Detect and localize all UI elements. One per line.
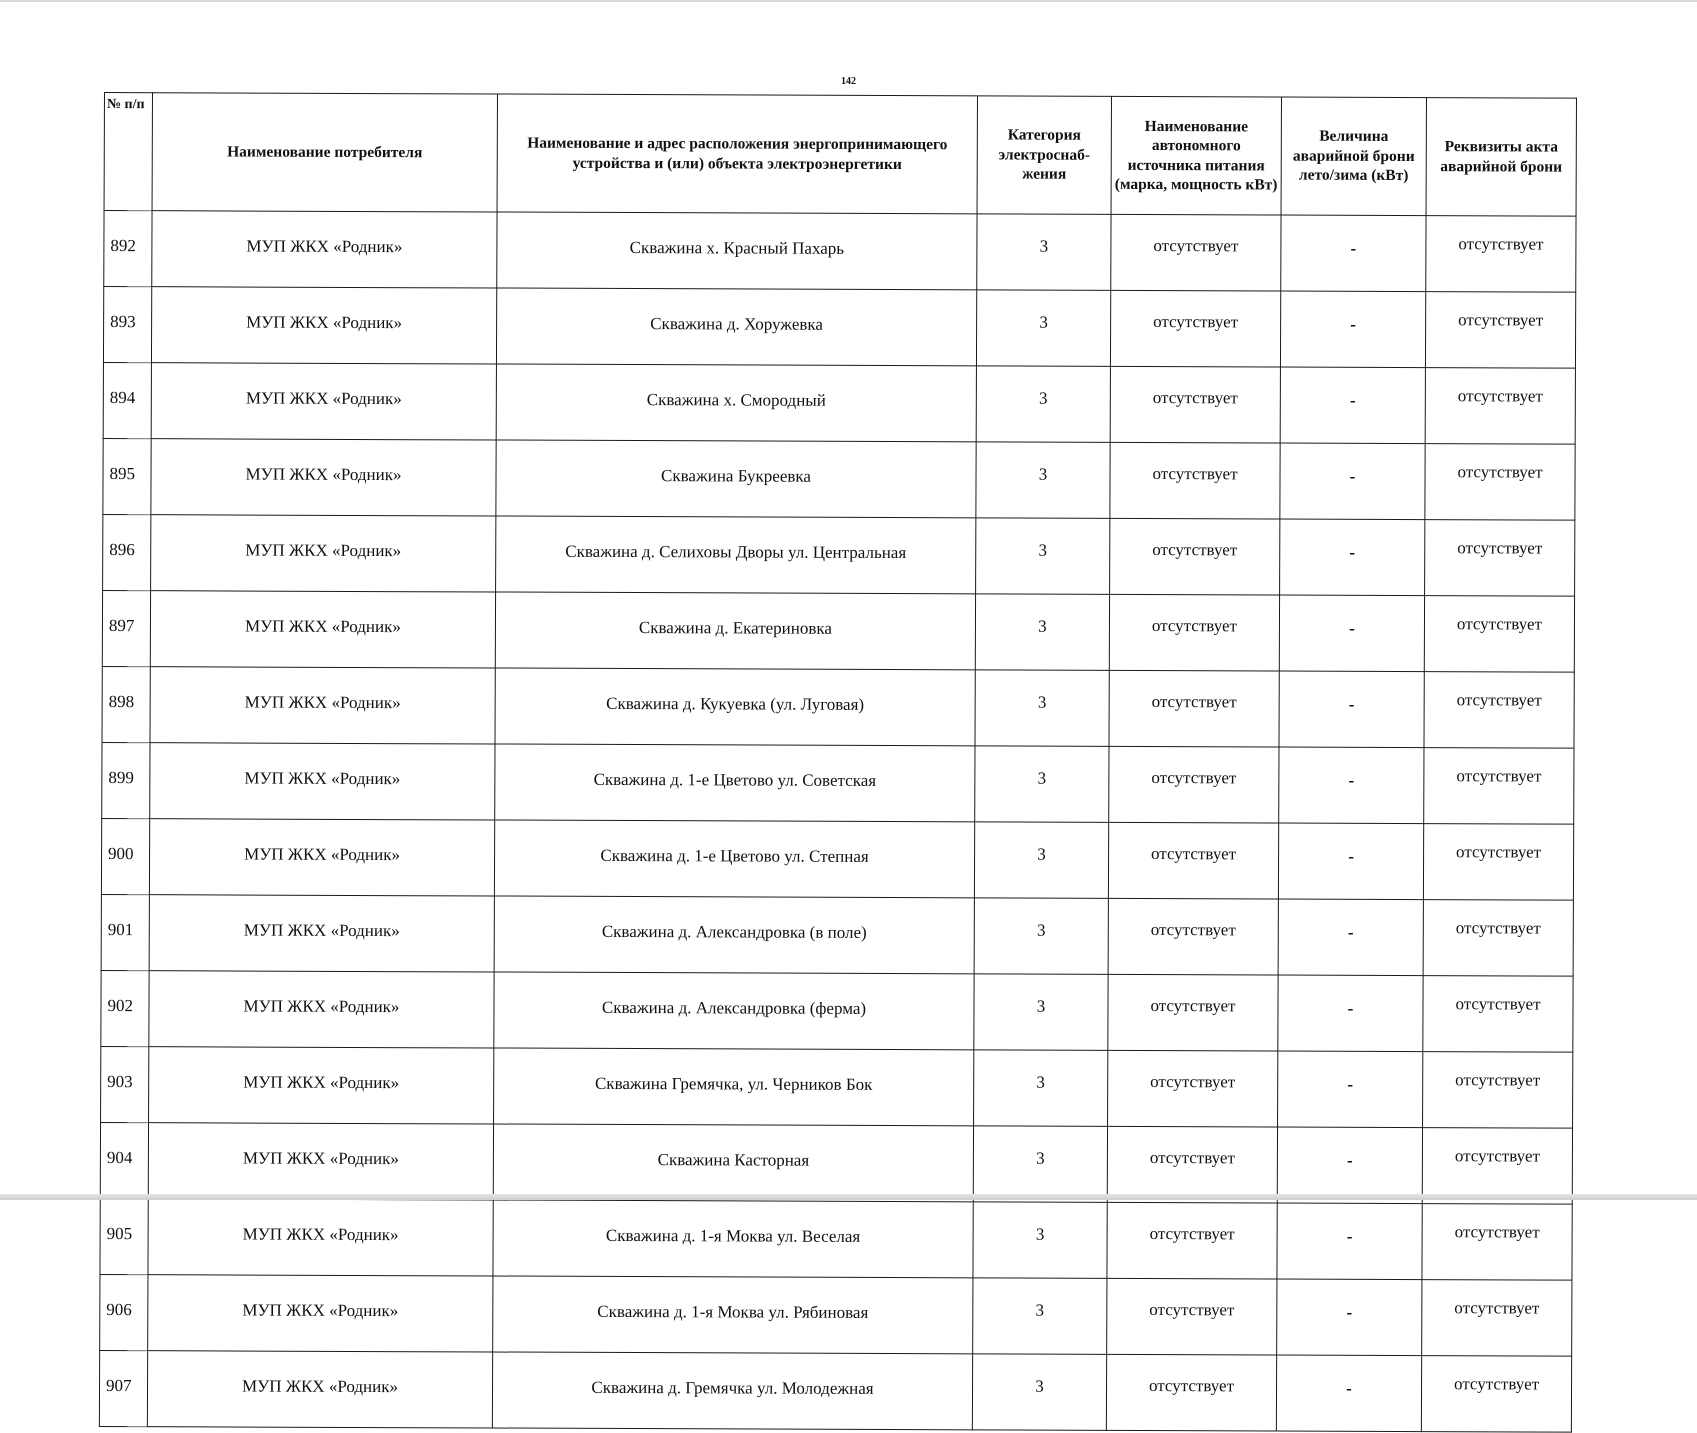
cell-consumer: МУП ЖКХ «Родник» bbox=[151, 439, 496, 516]
cell-consumer: МУП ЖКХ «Родник» bbox=[151, 287, 496, 364]
cell-act: отсутствует bbox=[1423, 824, 1573, 901]
cell-act: отсутствует bbox=[1425, 520, 1575, 597]
cell-category: 3 bbox=[974, 1050, 1108, 1127]
cell-object: Скважина Букреевка bbox=[496, 440, 976, 518]
cell-num: 900 bbox=[101, 818, 149, 894]
cell-source: отсутствует bbox=[1109, 670, 1279, 747]
cell-num: 896 bbox=[103, 514, 151, 590]
cell-num: 892 bbox=[104, 211, 152, 287]
cell-num: 898 bbox=[102, 666, 150, 742]
cell-object: Скважина д. Александровка (ферма) bbox=[494, 972, 974, 1050]
cell-num: 893 bbox=[103, 287, 151, 363]
cell-category: 3 bbox=[972, 1354, 1106, 1431]
cell-category: 3 bbox=[974, 974, 1108, 1051]
cell-amount: - bbox=[1279, 747, 1424, 824]
cell-object: Скважина х. Смородный bbox=[496, 364, 976, 442]
table-row bbox=[102, 590, 1574, 672]
cell-act: отсутствует bbox=[1423, 900, 1573, 977]
page-number: 142 bbox=[841, 76, 856, 87]
cell-consumer: МУП ЖКХ «Родник» bbox=[150, 591, 495, 668]
table-row bbox=[99, 1350, 1571, 1432]
cell-consumer: МУП ЖКХ «Родник» bbox=[149, 971, 494, 1048]
cell-amount: - bbox=[1280, 367, 1425, 444]
cell-act: отсутствует bbox=[1423, 976, 1573, 1053]
cell-source: отсутствует bbox=[1110, 366, 1280, 443]
cell-num: 905 bbox=[100, 1198, 148, 1274]
cell-consumer: МУП ЖКХ «Родник» bbox=[151, 515, 496, 592]
table-row bbox=[103, 438, 1575, 520]
table-row bbox=[101, 818, 1573, 900]
header-amount: Величина аварийной брони лето/зима (кВт) bbox=[1281, 97, 1426, 216]
cell-source: отсутствует bbox=[1110, 518, 1280, 595]
table-row bbox=[100, 1122, 1572, 1204]
cell-act: отсутствует bbox=[1425, 444, 1575, 521]
cell-source: отсутствует bbox=[1108, 974, 1278, 1051]
cell-category: 3 bbox=[974, 822, 1108, 899]
cell-object: Скважина х. Красный Пахарь bbox=[497, 212, 977, 290]
cell-amount: - bbox=[1277, 1203, 1422, 1280]
cell-category: 3 bbox=[973, 1126, 1107, 1203]
cell-category: 3 bbox=[973, 1278, 1107, 1355]
cell-amount: - bbox=[1276, 1355, 1421, 1432]
header-act: Реквизиты акта аварийной брони bbox=[1426, 98, 1576, 217]
cell-object: Скважина Касторная bbox=[493, 1124, 973, 1202]
cell-act: отсутствует bbox=[1424, 672, 1574, 749]
cell-object: Скважина д. Хоружевка bbox=[496, 288, 976, 366]
cell-num: 899 bbox=[102, 742, 150, 818]
cell-category: 3 bbox=[975, 594, 1109, 671]
cell-source: отсутствует bbox=[1108, 822, 1278, 899]
cell-amount: - bbox=[1278, 975, 1423, 1052]
cell-act: отсутствует bbox=[1425, 368, 1575, 445]
table-row bbox=[102, 666, 1574, 748]
cell-consumer: МУП ЖКХ «Родник» bbox=[150, 743, 495, 820]
cell-category: 3 bbox=[976, 290, 1110, 367]
cell-consumer: МУП ЖКХ «Родник» bbox=[148, 1123, 493, 1200]
cell-object: Скважина д. 1-е Цветово ул. Советская bbox=[495, 744, 975, 822]
cell-consumer: МУП ЖКХ «Родник» bbox=[147, 1351, 492, 1428]
cell-object: Скважина д. 1-я Моква ул. Веселая bbox=[493, 1200, 973, 1278]
cell-amount: - bbox=[1281, 215, 1426, 292]
header-num: № п/п bbox=[104, 93, 152, 211]
cell-consumer: МУП ЖКХ «Родник» bbox=[149, 819, 494, 896]
table-row bbox=[101, 894, 1573, 976]
cell-object: Скважина д. Селиховы Дворы ул. Центральная bbox=[496, 516, 976, 594]
cell-category: 3 bbox=[975, 746, 1109, 823]
table-row bbox=[103, 287, 1575, 369]
cell-consumer: МУП ЖКХ «Родник» bbox=[148, 1275, 493, 1352]
cell-object: Скважина д. Гремячка ул. Молодежная bbox=[492, 1352, 972, 1430]
cell-act: отсутствует bbox=[1424, 596, 1574, 673]
cell-consumer: МУП ЖКХ «Родник» bbox=[152, 211, 497, 288]
cell-num: 906 bbox=[100, 1274, 148, 1350]
cell-category: 3 bbox=[973, 1202, 1107, 1279]
cell-object: Скважина д. Александровка (в поле) bbox=[494, 896, 974, 974]
cell-num: 902 bbox=[101, 970, 149, 1046]
table-row bbox=[100, 1274, 1572, 1356]
cell-num: 903 bbox=[101, 1046, 149, 1122]
table-row bbox=[101, 970, 1573, 1052]
cell-consumer: МУП ЖКХ «Родник» bbox=[149, 895, 494, 972]
cell-act: отсутствует bbox=[1422, 1128, 1572, 1205]
scan-edge-bottom bbox=[0, 1194, 1697, 1200]
cell-num: 897 bbox=[102, 590, 150, 666]
cell-source: отсутствует bbox=[1111, 214, 1281, 291]
cell-consumer: МУП ЖКХ «Родник» bbox=[149, 1047, 494, 1124]
cell-num: 895 bbox=[103, 438, 151, 514]
cell-source: отсутствует bbox=[1109, 746, 1279, 823]
cell-consumer: МУП ЖКХ «Родник» bbox=[151, 363, 496, 440]
scan-edge-top bbox=[0, 0, 1697, 2]
header-object: Наименование и адрес расположения энергопринимающего устройства и (или) объекта электроэнергетики bbox=[497, 94, 977, 214]
header-source: Наименование автономного источника питания (марка, мощность кВт) bbox=[1111, 96, 1281, 215]
cell-object: Скважина Гремячка, ул. Черников Бок bbox=[494, 1048, 974, 1126]
cell-source: отсутствует bbox=[1108, 898, 1278, 975]
table-container bbox=[99, 92, 1576, 1433]
cell-category: 3 bbox=[974, 898, 1108, 975]
cell-amount: - bbox=[1277, 1127, 1422, 1204]
cell-source: отсутствует bbox=[1107, 1202, 1277, 1279]
cell-source: отсутствует bbox=[1107, 1278, 1277, 1355]
table-row bbox=[100, 1198, 1572, 1280]
cell-amount: - bbox=[1279, 671, 1424, 748]
cell-act: отсутствует bbox=[1426, 216, 1576, 293]
cell-source: отсутствует bbox=[1110, 442, 1280, 519]
emergency-reserve-table bbox=[99, 92, 1577, 1433]
cell-category: 3 bbox=[976, 442, 1110, 519]
cell-object: Скважина д. 1-е Цветово ул. Степная bbox=[494, 820, 974, 898]
table-body bbox=[99, 211, 1576, 1433]
cell-category: 3 bbox=[976, 518, 1110, 595]
table-row bbox=[101, 1046, 1573, 1128]
cell-amount: - bbox=[1278, 823, 1423, 900]
cell-num: 894 bbox=[103, 362, 151, 438]
cell-consumer: МУП ЖКХ «Родник» bbox=[148, 1199, 493, 1276]
cell-amount: - bbox=[1277, 1279, 1422, 1356]
header-category: Категория электроснаб-жения bbox=[977, 96, 1111, 215]
cell-act: отсутствует bbox=[1425, 292, 1575, 369]
cell-category: 3 bbox=[977, 214, 1111, 291]
cell-amount: - bbox=[1280, 519, 1425, 596]
cell-act: отсутствует bbox=[1422, 1204, 1572, 1281]
cell-num: 901 bbox=[101, 894, 149, 970]
cell-amount: - bbox=[1280, 443, 1425, 520]
table-row bbox=[102, 742, 1574, 824]
cell-category: 3 bbox=[976, 366, 1110, 443]
cell-num: 904 bbox=[100, 1122, 148, 1198]
cell-act: отсутствует bbox=[1424, 748, 1574, 825]
cell-act: отсутствует bbox=[1423, 1052, 1573, 1129]
cell-act: отсутствует bbox=[1422, 1280, 1572, 1357]
cell-amount: - bbox=[1278, 1051, 1423, 1128]
cell-source: отсутствует bbox=[1107, 1126, 1277, 1203]
table-header-row bbox=[104, 93, 1576, 217]
cell-object: Скважина д. Екатериновка bbox=[495, 592, 975, 670]
cell-source: отсутствует bbox=[1109, 594, 1279, 671]
cell-source: отсутствует bbox=[1108, 1050, 1278, 1127]
cell-amount: - bbox=[1280, 291, 1425, 368]
table-row bbox=[104, 211, 1576, 293]
table-row bbox=[103, 514, 1575, 596]
header-consumer: Наименование потребителя bbox=[152, 93, 497, 212]
cell-amount: - bbox=[1278, 899, 1423, 976]
cell-amount: - bbox=[1279, 595, 1424, 672]
cell-act: отсутствует bbox=[1421, 1356, 1571, 1433]
cell-source: отсутствует bbox=[1106, 1354, 1276, 1431]
cell-num: 907 bbox=[99, 1350, 147, 1426]
cell-object: Скважина д. 1-я Моква ул. Рябиновая bbox=[493, 1276, 973, 1354]
cell-object: Скважина д. Кукуевка (ул. Луговая) bbox=[495, 668, 975, 746]
table-row bbox=[103, 362, 1575, 444]
cell-source: отсутствует bbox=[1110, 290, 1280, 367]
cell-consumer: МУП ЖКХ «Родник» bbox=[150, 667, 495, 744]
cell-category: 3 bbox=[975, 670, 1109, 747]
